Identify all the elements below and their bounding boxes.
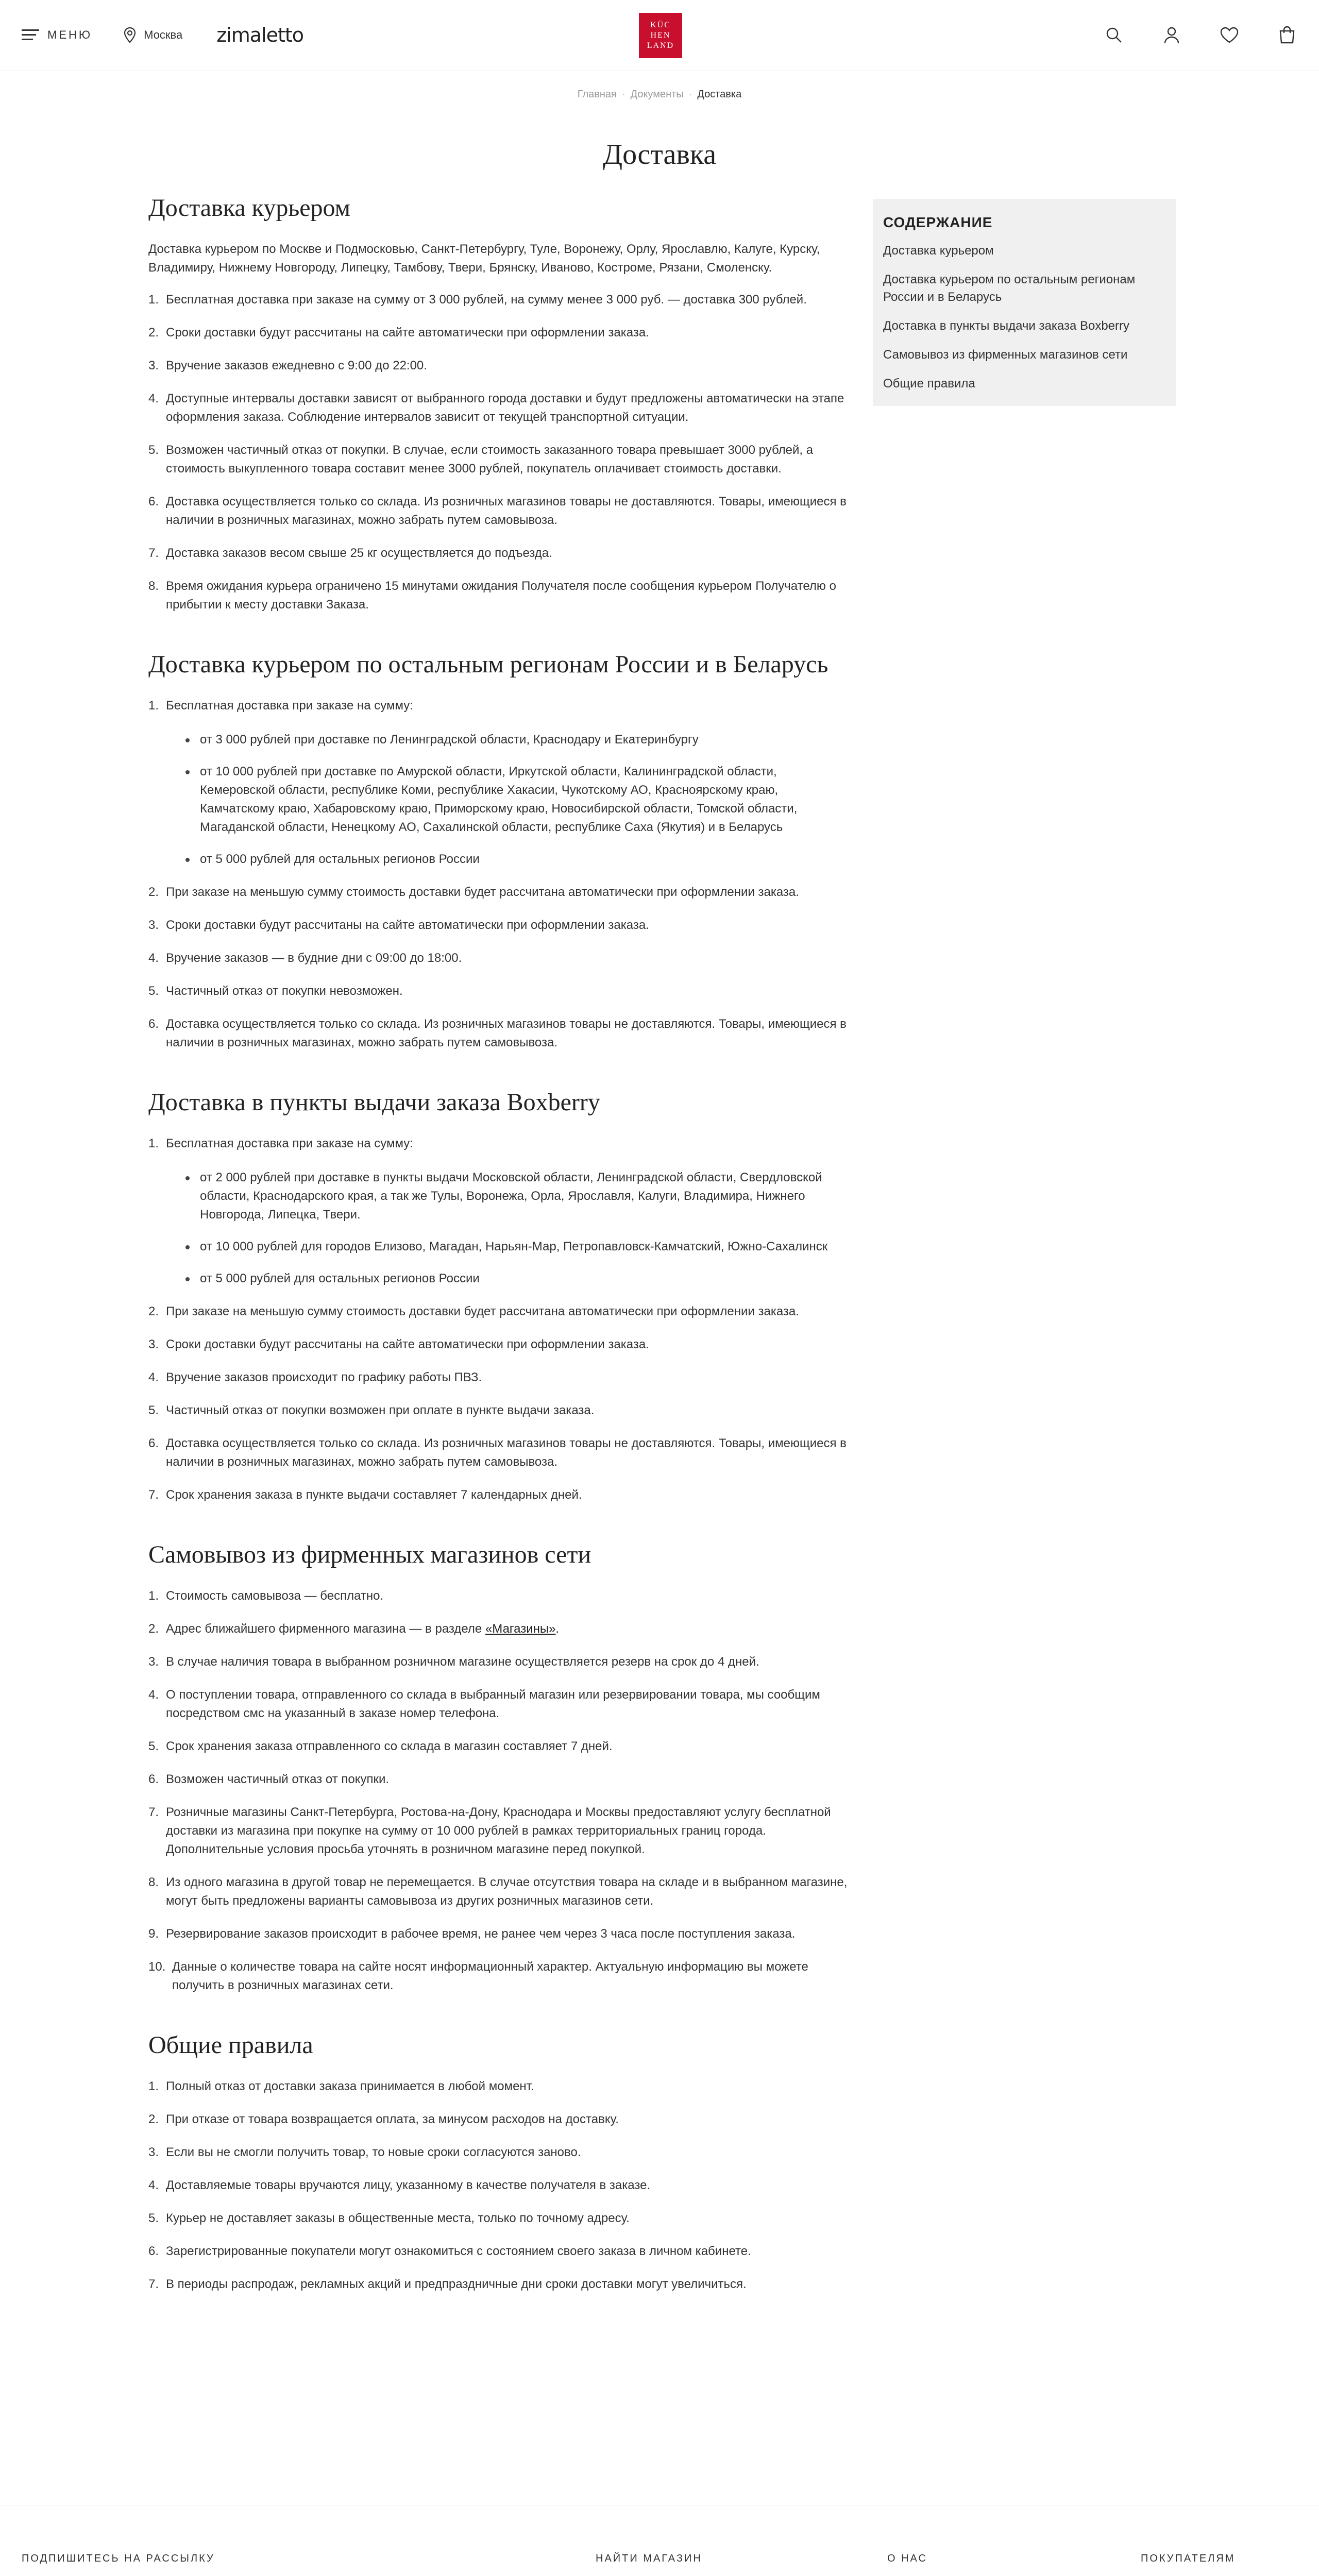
user-icon[interactable]: [1160, 24, 1183, 46]
toc-title: СОДЕРЖАНИЕ: [883, 214, 993, 230]
sub-list-item: от 10 000 рублей для городов Елизово, Магадан, Нарьян-Мар, Петропавловск-Камчатский, Южно-Сахалинск: [181, 1238, 854, 1256]
list-item: 6. Доставка осуществляется только со склада. Из розничных магазинов товары не доставляются. Товары, имеющиеся в наличии в розничных магазинах, можно забрать путем самовывоза.: [148, 1436, 847, 1469]
sub-list: [181, 731, 854, 869]
buyers-title: ПОКУПАТЕЛЯМ: [1141, 2553, 1236, 2564]
city-selector[interactable]: [123, 27, 182, 43]
list-item: 3. Сроки доставки будут рассчитаны на сайте автоматически при оформлении заказа.: [148, 918, 649, 932]
page-title: Доставка: [602, 139, 717, 171]
list-item: 4. Доставляемые товары вручаются лицу, указанному в качестве получателя в заказе.: [148, 2178, 651, 2192]
list-item: 5. Частичный отказ от покупки невозможен.: [148, 984, 403, 998]
section-list: [148, 697, 854, 1052]
stores-link[interactable]: «Магазины»: [485, 1622, 556, 1636]
logo-line: KÜC: [650, 21, 671, 29]
list-item: 1. Полный отказ от доставки заказа принимается в любой момент.: [148, 2079, 534, 2093]
kuchenland-logo[interactable]: [639, 13, 682, 58]
section-intro: Доставка курьером по Москве и Подмосковью, Санкт-Петербургу, Туле, Воронежу, Орлу, Ярославлю, Калуге, Курску, Владимиру, Нижнему Новгороду, Липецку, Тамбову, Твери, Брянску, Иваново, Костроме, Рязани, Смоленску.: [148, 242, 820, 275]
toc-item[interactable]: Общие правила: [883, 377, 975, 391]
list-item: 9. Резервирование заказов происходит в рабочее время, не ранее чем через 3 часа после поступления заказа.: [148, 1927, 796, 1941]
list-item: 4. Вручение заказов — в будние дни с 09:00 до 18:00.: [148, 951, 462, 965]
list-item: 1. Бесплатная доставка при заказе на сумму: от 3 000 рублей при доставке по Ленинградской области, Краснодару и Екатеринбургу от 10 000 рублей при доставке по Амурской области, Иркутской области, Калининградской области, Кемеровской области, республике Коми, республике Хакасии, Чукотскому АО, Красноярскому краю, Камчатскому краю, Хабаровскому краю, Приморскому краю, Новосибирской области, Томской области, Магаданской области, Ненецкому АО, Сахалинской области, республике Саха (Якутия) и в Беларусь от 5 000 рублей для остальных регионов России: [148, 697, 854, 869]
city-label: Москва: [144, 28, 183, 41]
toc-item[interactable]: Доставка курьером по остальным регионам России и в Беларусь: [883, 273, 1136, 304]
section-general-rules: [148, 2031, 854, 2294]
list-item: 5. Возможен частичный отказ от покупки. В случае, если стоимость заказанного товара превышает 3000 рублей, а стоимость выкупленного товара составит менее 3000 рублей, покупатель оплачивает стоимость доставки.: [148, 443, 814, 476]
list-item: 7. Розничные магазины Санкт-Петербурга, Ростова-на-Дону, Краснодара и Москвы предоставляют услугу бесплатной доставки из магазина при покупке на сумму от 10 000 рублей в рамках территориальных границ города. Дополнительные условия просьба уточнять в розничном магазине перед покупкой.: [148, 1805, 831, 1856]
list-item: 2. При заказе на меньшую сумму стоимость доставки будет рассчитана автоматически при оформлении заказа.: [148, 1304, 799, 1318]
sub-list-item: от 2 000 рублей при доставке в пункты выдачи Московской области, Ленинградской области, Свердловской области, Краснодарского края, а так же Тулы, Воронежа, Орла, Ярославля, Калуги, Владимира, Нижнего Новгорода, Липецка, Твери.: [181, 1168, 854, 1224]
section-title: Доставка в пункты выдачи заказа Boxberry: [148, 1089, 600, 1116]
toc-item[interactable]: Доставка в пункты выдачи заказа Boxberry: [883, 319, 1129, 333]
section-list: [148, 1587, 854, 1995]
section-title: Доставка курьером по остальным регионам России и в Беларусь: [148, 651, 828, 678]
burger-icon: [22, 29, 39, 41]
table-of-contents: [873, 199, 1176, 406]
breadcrumb-documents[interactable]: Документы: [630, 89, 684, 100]
logo-line: LAND: [647, 41, 674, 50]
list-item: 1. Бесплатная доставка при заказе на сумму от 3 000 рублей, на сумму менее 3 000 руб. — доставка 300 рублей.: [148, 293, 807, 307]
list-item: 4. Вручение заказов происходит по графику работы ПВЗ.: [148, 1370, 482, 1384]
sub-list-item: от 10 000 рублей при доставке по Амурской области, Иркутской области, Калининградской области, Кемеровской области, республике Коми, республике Хакасии, Чукотскому АО, Красноярскому краю, Камчатскому краю, Хабаровскому краю, Приморскому краю, Новосибирской области, Томской области, Магаданской области, Ненецкому АО, Сахалинской области, республике Саха (Якутия) и в Беларусь: [181, 762, 854, 837]
main-content: [148, 194, 854, 2308]
list-item: 2. Адрес ближайшего фирменного магазина — в разделе «Магазины».: [148, 1622, 560, 1636]
list-item: 5. Частичный отказ от покупки возможен при оплате в пункте выдачи заказа.: [148, 1403, 595, 1417]
list-item: 5. Курьер не доставляет заказы в общественные места, только по точному адресу.: [148, 2211, 630, 2225]
section-list: [148, 291, 854, 614]
list-item: 6. Возможен частичный отказ от покупки.: [148, 1772, 390, 1786]
list-item: 4. Доступные интервалы доставки зависят от выбранного города доставки и будут предложены автоматически на этапе оформления заказа. Соблюдение интервалов зависит от текущей транспортной ситуации.: [148, 392, 844, 424]
breadcrumb: [0, 89, 1319, 100]
subscribe-title: ПОДПИШИТЕСЬ НА РАССЫЛКУ: [22, 2553, 215, 2564]
find-store-title: НАЙТИ МАГАЗИН: [596, 2553, 702, 2564]
header-actions: [1068, 24, 1298, 46]
breadcrumb-current: Доставка: [697, 89, 742, 100]
cart-icon[interactable]: [1276, 24, 1298, 46]
section-pickup: [148, 1540, 854, 1995]
about-title: О НАС: [887, 2553, 927, 2564]
list-item: 1. Стоимость самовывоза — бесплатно.: [148, 1589, 384, 1603]
sub-list-item: от 3 000 рублей при доставке по Ленинградской области, Краснодару и Екатеринбургу: [181, 731, 854, 749]
sub-list: [181, 1168, 854, 1288]
section-title: Доставка курьером: [148, 194, 350, 222]
list-item: 6. Зарегистрированные покупатели могут ознакомиться с состоянием своего заказа в личном кабинете.: [148, 2244, 751, 2258]
list-item: 2. Сроки доставки будут рассчитаны на сайте автоматически при оформлении заказа.: [148, 326, 649, 340]
heart-icon[interactable]: [1218, 24, 1241, 46]
list-item: 7. Доставка заказов весом свыше 25 кг осуществляется до подъезда.: [148, 546, 552, 560]
list-item: 7. Срок хранения заказа в пункте выдачи составляет 7 календарных дней.: [148, 1488, 582, 1502]
toc-item[interactable]: Самовывоз из фирменных магазинов сети: [883, 348, 1128, 362]
list-item: 3. Если вы не смогли получить товар, то новые сроки согласуются заново.: [148, 2145, 581, 2159]
list-item: 6. Доставка осуществляется только со склада. Из розничных магазинов товары не доставляются. Товары, имеющиеся в наличии в розничных магазинах, можно забрать путем самовывоза.: [148, 1017, 847, 1049]
list-item: 3. Сроки доставки будут рассчитаны на сайте автоматически при оформлении заказа.: [148, 1337, 649, 1351]
section-title: Общие правила: [148, 2031, 313, 2059]
toc-item[interactable]: Доставка курьером: [883, 244, 994, 258]
menu-button[interactable]: [22, 28, 92, 42]
list-item: 10. Данные о количестве товара на сайте носят информационный характер. Актуальную информацию вы можете получить в розничных магазинах сети.: [148, 1960, 808, 1992]
list-item: 2. При заказе на меньшую сумму стоимость доставки будет рассчитана автоматически при оформлении заказа.: [148, 885, 799, 899]
list-item: 5. Срок хранения заказа отправленного со склада в магазин составляет 7 дней.: [148, 1739, 613, 1753]
list-item: 1. Бесплатная доставка при заказе на сумму: от 2 000 рублей при доставке в пункты выдачи Московской области, Ленинградской области, Свердловской области, Краснодарского края, а так же Тулы, Воронежа, Орла, Ярославля, Калуги, Владимира, Нижнего Новгорода, Липецка, Твери. от 10 000 рублей для городов Елизово, Магадан, Нарьян-Мар, Петропавловск-Камчатский, Южно-Сахалинск от 5 000 рублей для остальных регионов России: [148, 1134, 854, 1288]
header: [0, 0, 1319, 71]
list-item: 4. О поступлении товара, отправленного со склада в выбранный магазин или резервировании товара, мы сообщим посредством смс на указанный в заказе номер телефона.: [148, 1688, 820, 1720]
list-item: 8. Время ожидания курьера ограничено 15 минутами ожидания Получателя после сообщения курьером Получателю о прибытии к месту доставки Заказа.: [148, 579, 836, 612]
header-left: [22, 25, 303, 45]
search-icon[interactable]: [1103, 24, 1125, 46]
zimaletto-logo[interactable]: zimaletto: [216, 24, 304, 46]
section-list: [148, 1134, 854, 1504]
location-pin-icon: [123, 27, 137, 43]
section-title: Самовывоз из фирменных магазинов сети: [148, 1541, 591, 1568]
list-item: 8. Из одного магазина в другой товар не перемещается. В случае отсутствия товара на складе и в выбранном магазине, могут быть предложены варианты самовывоза из других розничных магазинов сети.: [148, 1875, 848, 1908]
section-courier: [148, 194, 854, 614]
breadcrumb-separator: ·: [621, 89, 625, 100]
breadcrumb-home[interactable]: Главная: [577, 89, 617, 100]
list-item: 2. При отказе от товара возвращается оплата, за минусом расходов на доставку.: [148, 2112, 619, 2126]
list-item: 7. В периоды распродаж, рекламных акций и предпраздничные дни сроки доставки могут увеличиться.: [148, 2277, 747, 2291]
sub-list-item: от 5 000 рублей для остальных регионов России: [181, 850, 854, 869]
menu-label: МЕНЮ: [47, 28, 93, 41]
section-regions: [148, 650, 854, 1052]
list-item: 3. В случае наличия товара в выбранном розничном магазине осуществляется резерв на срок до 4 дней.: [148, 1655, 759, 1669]
footer: [0, 2505, 1319, 2576]
breadcrumb-separator: ·: [688, 89, 692, 100]
sub-list-item: от 5 000 рублей для остальных регионов России: [181, 1269, 854, 1288]
list-item: 6. Доставка осуществляется только со склада. Из розничных магазинов товары не доставляются. Товары, имеющиеся в наличии в розничных магазинах, можно забрать путем самовывоза.: [148, 495, 847, 527]
section-boxberry: [148, 1088, 854, 1504]
list-item: 3. Вручение заказов ежедневно с 9:00 до 22:00.: [148, 359, 427, 372]
section-list: [148, 2077, 854, 2294]
logo-line: HEN: [650, 31, 671, 40]
